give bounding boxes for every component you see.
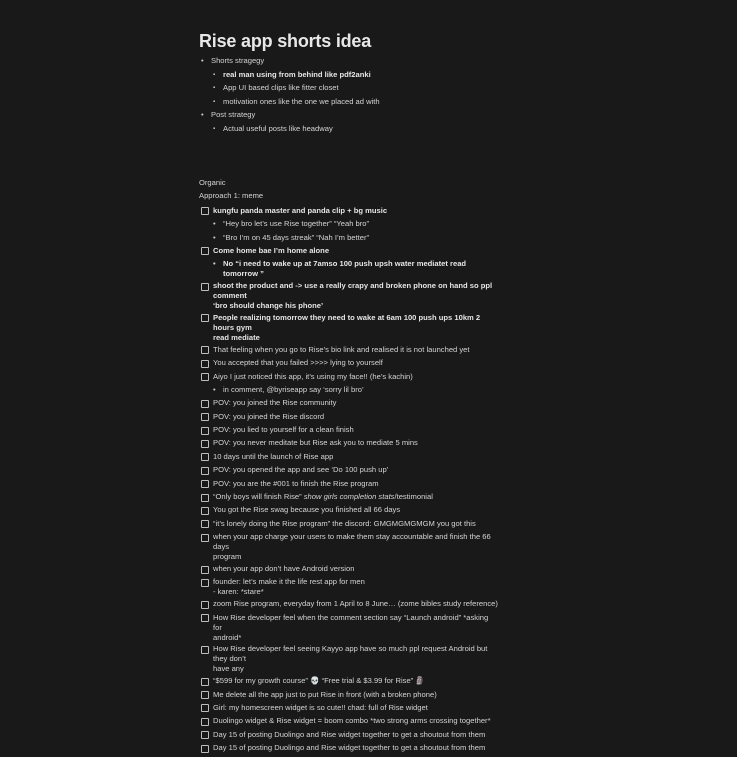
todo-item (199, 358, 499, 370)
todo-checkbox[interactable] (201, 314, 209, 322)
todo-text: kungfu panda master and panda clip + bg music (213, 205, 388, 215)
todo-text: POV: you joined the Rise community (213, 398, 337, 408)
todo-subitem: • in comment, @byriseapp say ‘sorry lil bro’ (199, 385, 499, 397)
todo-checkbox[interactable] (201, 646, 209, 654)
todo-text: That feeling when you go to Rise’s bio link and realised it is not launched yet (213, 344, 470, 354)
todo-text: when your app don’t have Android version (213, 564, 355, 574)
todo-checkbox[interactable] (201, 453, 209, 461)
outline-subitem: ▪ motivation ones like the one we placed ad with (199, 97, 499, 107)
todo-text: Day 15 of posting Duolingo and Rise widget together to get a shoutout from them (213, 729, 486, 739)
todo-text: Aiyo I just noticed this app, it’s using my face!! (he’s kachin) (213, 371, 413, 381)
todo-text: How Rise developer feel when the comment section say “Launch android” *asking for android* (213, 612, 489, 642)
todo-text: Duolingo widget & Rise widget = boom combo *two strong arms crossing together* (213, 716, 491, 726)
todo-checkbox[interactable] (201, 413, 209, 421)
todo-checkbox[interactable] (201, 566, 209, 574)
todo-item (199, 519, 499, 531)
todo-item (199, 345, 499, 357)
todo-checkbox[interactable] (201, 718, 209, 726)
todo-checkbox[interactable] (201, 691, 209, 699)
todo-item (199, 372, 499, 384)
todo-checkbox[interactable] (201, 704, 209, 712)
todo-text: How Rise developer feel seeing Kayyo app have so much ppl request Android but they don’t have any (213, 644, 488, 674)
section-approach: Approach 1: meme (199, 191, 264, 200)
todo-item (199, 716, 499, 728)
todo-checkbox[interactable] (201, 614, 209, 622)
todo-text: shoot the product and -> use a really crapy and broken phone on hand so ppl comment ‘bro should change his phone’ (213, 281, 493, 311)
todo-text: “it’s lonely doing the Rise program” the discord: GMGMGMGMGM you got this (213, 518, 476, 528)
todo-item (199, 452, 499, 464)
todo-checkbox[interactable] (201, 346, 209, 354)
todo-checkbox[interactable] (201, 579, 209, 587)
todo-checkbox[interactable] (201, 440, 209, 448)
todo-checkbox[interactable] (201, 731, 209, 739)
todo-item (199, 425, 499, 437)
outline-item (199, 110, 499, 120)
todo-item (199, 313, 499, 343)
outline-item (199, 56, 499, 66)
outline-subitem: ▪ App UI based clips like fitter closet (199, 83, 499, 93)
todo-text: POV: you are the #001 to finish the Rise program (213, 478, 379, 488)
todo-text: Day 15 of posting Duolingo and Rise widget together to get a shoutout from them (213, 743, 486, 753)
todo-item (199, 676, 499, 688)
todo-text: when your app charge your users to make them stay accountable and finish the 66 days program (213, 532, 491, 562)
todo-item (199, 281, 499, 311)
todo-text: You got the Rise swag because you finished all 66 days (213, 505, 401, 515)
outline-label: Post strategy (211, 110, 256, 119)
todo-checkbox[interactable] (201, 534, 209, 542)
todo-checkbox[interactable] (201, 373, 209, 381)
todo-checkbox[interactable] (201, 480, 209, 488)
todo-checkbox[interactable] (201, 745, 209, 753)
todo-item (199, 564, 499, 576)
strategy-outline (199, 56, 499, 134)
todo-text: POV: you opened the app and see ‘Do 100 push up’ (213, 465, 389, 475)
todo-checkbox[interactable] (201, 601, 209, 609)
todo-item (199, 438, 499, 450)
section-organic: Organic (199, 178, 226, 187)
todo-checkbox[interactable] (201, 520, 209, 528)
todo-item (199, 730, 499, 742)
todo-text: POV: you joined the Rise discord (213, 411, 325, 421)
outline-label: Shorts stragegy (211, 56, 265, 65)
todo-text: “Only boys will finish Rise” show girls completion stats/testimonial (213, 492, 433, 502)
todo-text: Me delete all the app just to put Rise in front (with a broken phone) (213, 689, 437, 699)
outline-subitem: ▪ Actual useful posts like headway (199, 124, 499, 134)
todo-checkbox[interactable] (201, 507, 209, 515)
todo-text: People realizing tomorrow they need to wake at 6am 100 push ups 10km 2 hours gym read mediate (213, 312, 481, 342)
todo-item (199, 690, 499, 702)
todo-text: Girl: my homescreen widget is so cute!! chad: full of Rise widget (213, 702, 428, 712)
todo-item (199, 398, 499, 410)
outline-subitem: ▪ real man using from behind like pdf2anki (199, 70, 499, 80)
todo-text: 10 days until the launch of Rise app (213, 451, 334, 461)
todo-item (199, 412, 499, 424)
todo-item (199, 577, 499, 597)
todo-checkbox[interactable] (201, 494, 209, 502)
todo-item (199, 505, 499, 517)
todo-checkbox[interactable] (201, 360, 209, 368)
todo-subitem: • No “i need to wake up at 7amso 100 push upsh water mediatet read tomorrow ” (199, 259, 499, 279)
todo-checkbox[interactable] (201, 283, 209, 291)
todo-checkbox[interactable] (201, 427, 209, 435)
todo-text: Come home bae I’m home alone (213, 245, 330, 255)
page-title: Rise app shorts idea (199, 31, 372, 51)
todo-item (199, 532, 499, 562)
todo-checkbox[interactable] (201, 400, 209, 408)
todo-item (199, 743, 499, 755)
todo-subitem: • “Hey bro let’s use Rise together” “Yeah bro” (199, 219, 499, 231)
document-page (199, 30, 499, 757)
todo-list (199, 206, 499, 755)
todo-item (199, 479, 499, 491)
todo-item (199, 644, 499, 674)
todo-item (199, 599, 499, 611)
todo-text: You accepted that you failed >>>> lying to yourself (213, 358, 383, 368)
todo-checkbox[interactable] (201, 678, 209, 686)
todo-item (199, 206, 499, 218)
todo-item (199, 613, 499, 643)
todo-text: POV: you never meditate but Rise ask you to mediate 5 mins (213, 438, 418, 448)
todo-checkbox[interactable] (201, 207, 209, 215)
todo-text: “$599 for my growth course” 💀 “Free trial & $3.99 for Rise” 🗿 (213, 676, 425, 686)
todo-item (199, 465, 499, 477)
todo-item (199, 703, 499, 715)
todo-checkbox[interactable] (201, 247, 209, 255)
todo-item (199, 492, 499, 504)
todo-subitem: • “Bro I’m on 45 days streak” “Nah I’m better” (199, 233, 499, 245)
todo-item (199, 246, 499, 258)
todo-text: POV: you lied to yourself for a clean finish (213, 425, 354, 435)
todo-text: zoom Rise program, everyday from 1 April to 8 June… (zome bibles study reference) (213, 599, 498, 609)
todo-text: founder: let’s make it the life rest app for men - karen: *stare* (213, 577, 365, 597)
todo-checkbox[interactable] (201, 467, 209, 475)
